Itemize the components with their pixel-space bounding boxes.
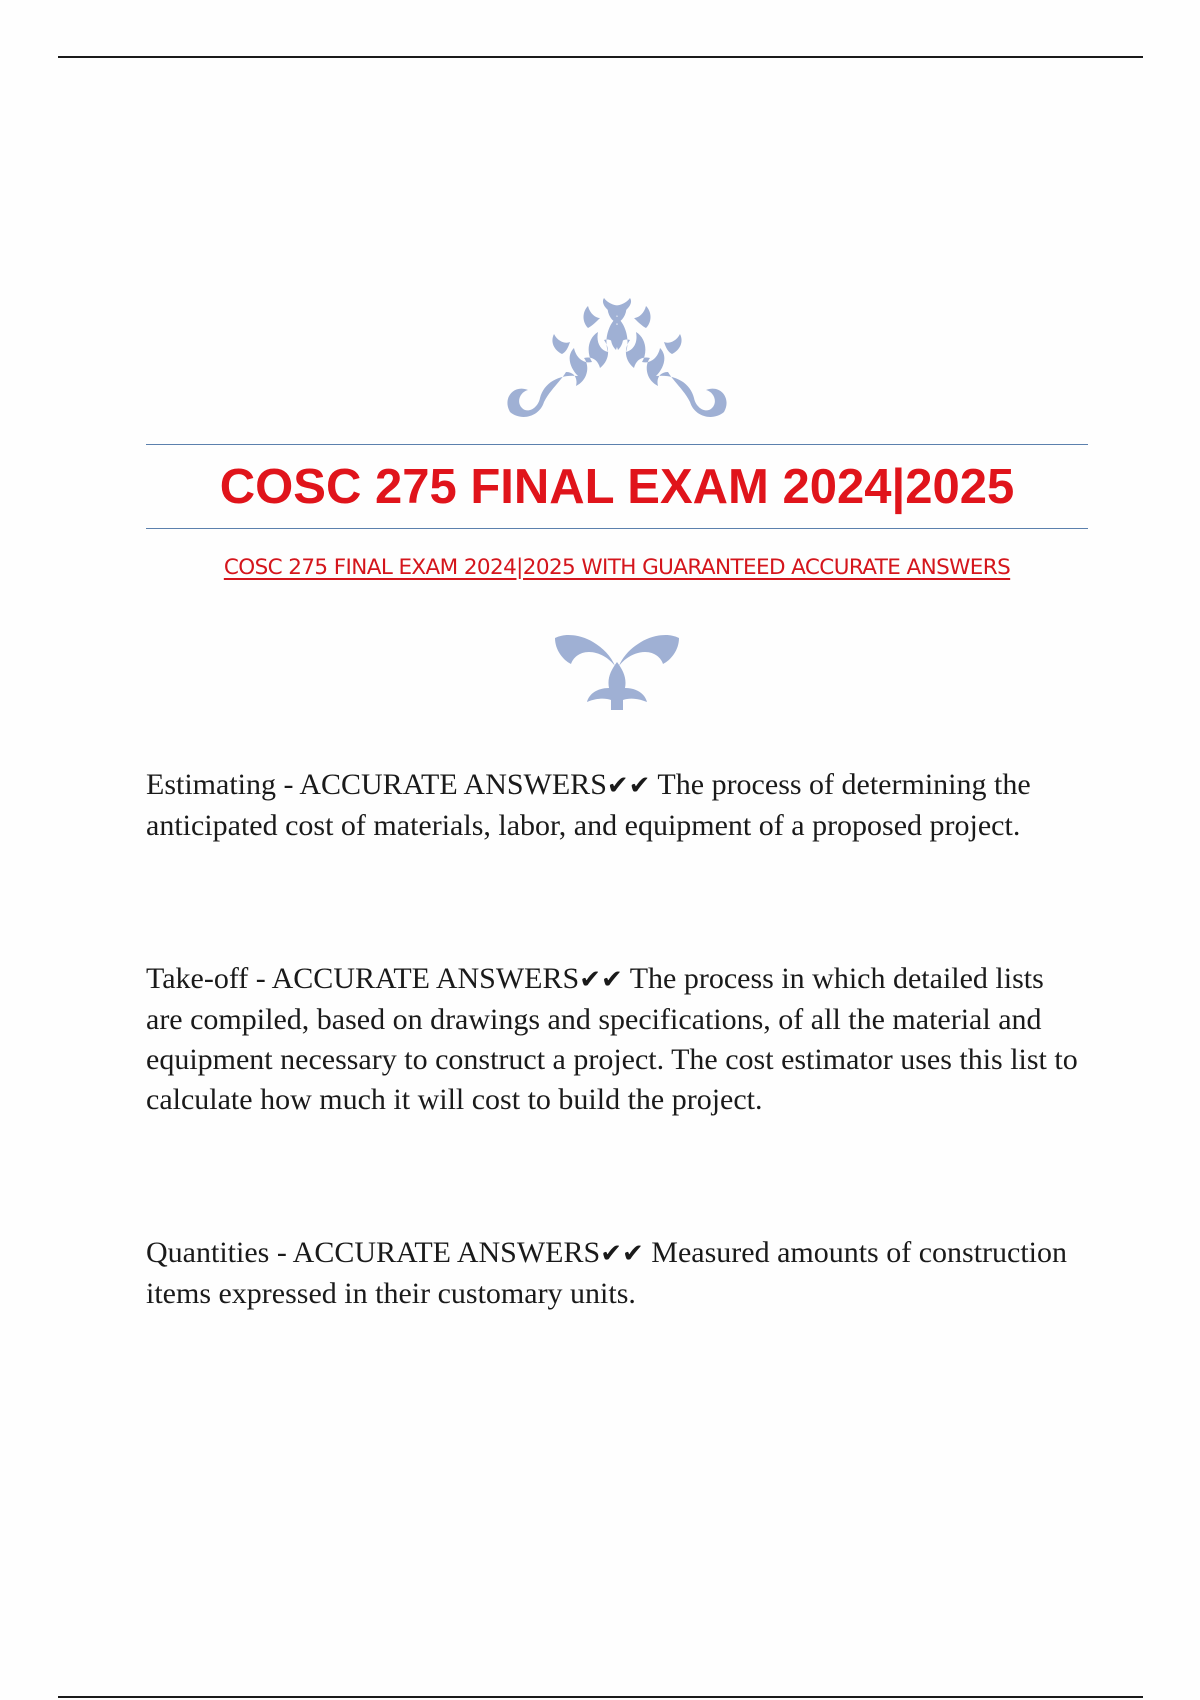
qa-term: Estimating [146, 768, 276, 801]
qa-answer-label: - ACCURATE ANSWERS [276, 768, 607, 801]
qa-answer-label: - ACCURATE ANSWERS [269, 1236, 601, 1269]
leaf-ornament-icon [553, 632, 681, 712]
title-top-rule [146, 444, 1088, 445]
qa-definition: Measured amounts of construction items expressed in their customary units. [146, 1236, 1068, 1310]
qa-entry [146, 959, 1086, 1120]
qa-definition: The process of determining the anticipated cost of materials, labor, and equipment of a proposed project. [146, 768, 1031, 842]
qa-entry [146, 765, 1086, 846]
page-bottom-rule [58, 1696, 1143, 1698]
document-subtitle-link[interactable]: COSC 275 FINAL EXAM 2024|2025 WITH GUARANTEED ACCURATE ANSWERS [223, 555, 1011, 580]
checkmark-icon: ✔✔ [579, 965, 623, 995]
title-bottom-rule [146, 528, 1088, 529]
qa-definition: The process in which detailed lists are compiled, based on drawings and specifications, of all the material and equipment necessary to construct a project. The cost estimator uses this list to calculate how much it will cost to build the project. [146, 962, 1078, 1116]
checkmark-icon: ✔✔ [600, 1239, 644, 1269]
checkmark-icon: ✔✔ [606, 771, 651, 801]
qa-answer-label: - ACCURATE ANSWERS [248, 962, 580, 995]
qa-entry [146, 1233, 1086, 1314]
document-title: COSC 275 FINAL EXAM 2024|2025 [219, 460, 1015, 514]
page-top-rule [58, 56, 1143, 58]
flourish-ornament-icon [500, 298, 734, 424]
qa-term: Take-off [146, 962, 249, 995]
qa-term: Quantities [146, 1236, 270, 1269]
